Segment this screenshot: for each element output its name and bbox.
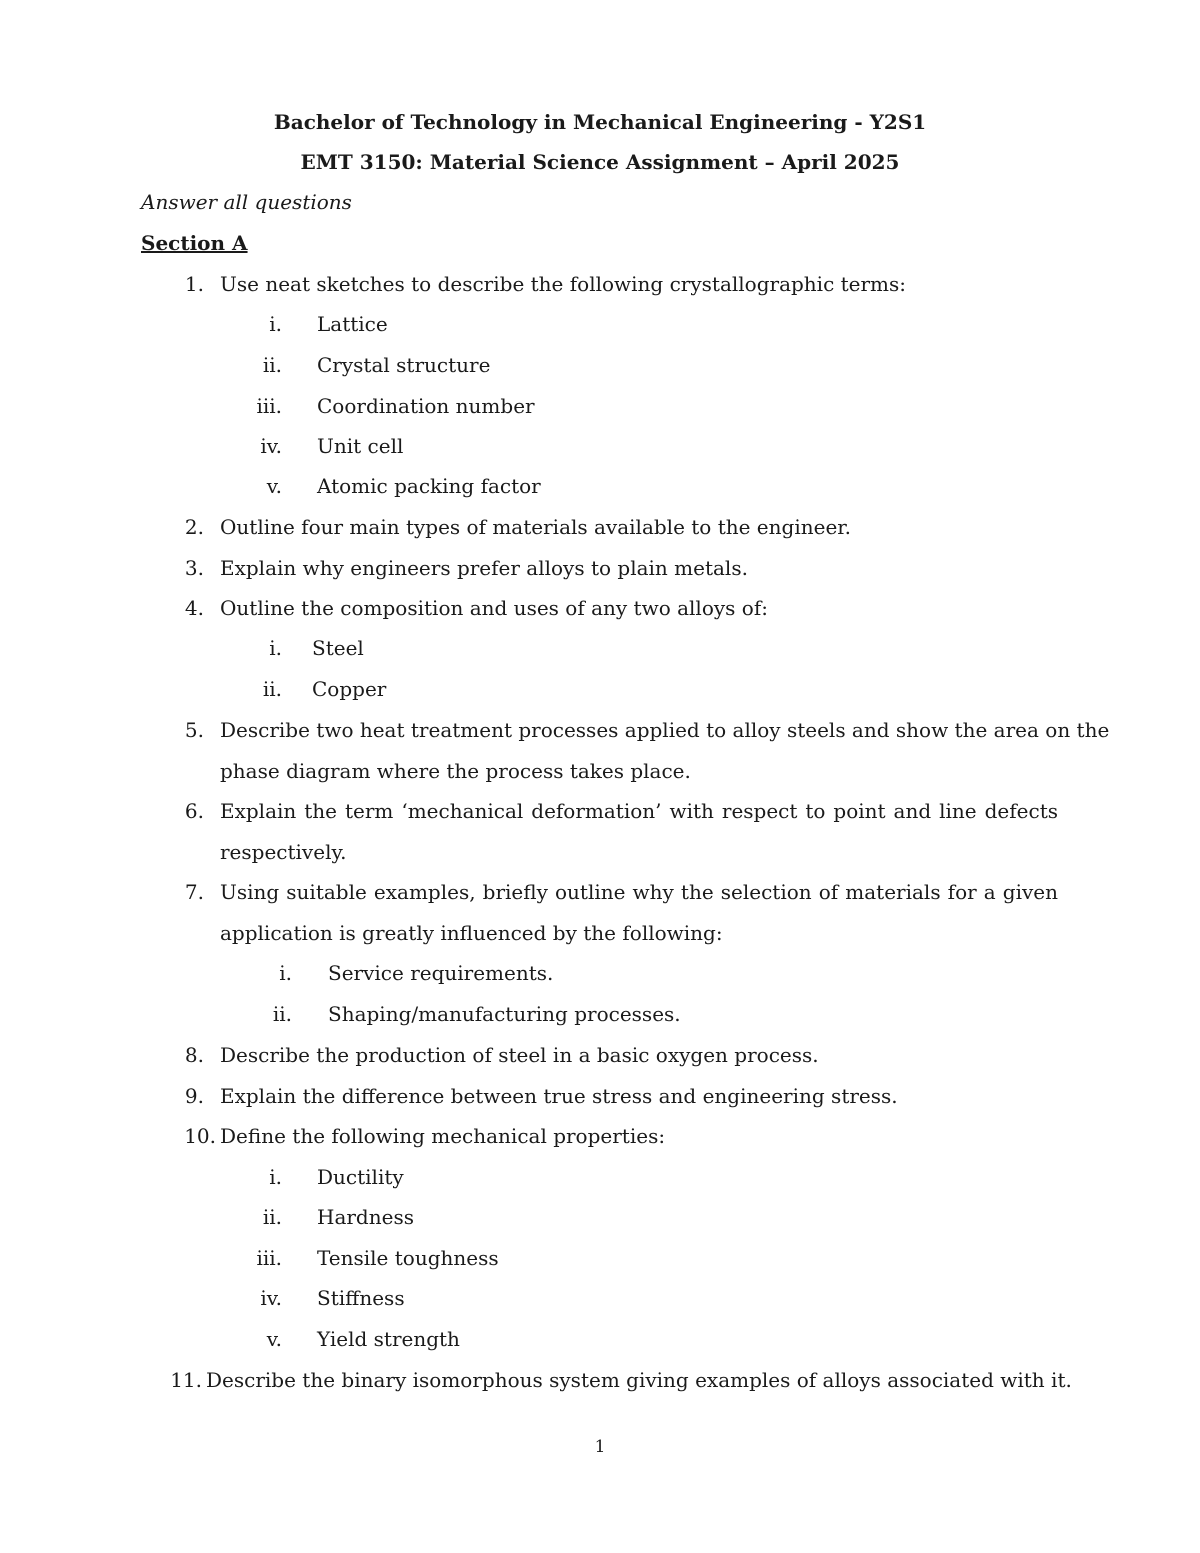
section-heading: Section A <box>141 231 248 255</box>
instruction-text: Answer all questions <box>141 190 352 214</box>
question-text: Using suitable examples, briefly outline why the selection of materials for a given <box>220 880 1058 904</box>
question-number: 3. <box>184 556 204 580</box>
question-text: Explain the difference between true stress and engineering stress. <box>220 1084 898 1108</box>
subitem-text: Ductility <box>317 1165 404 1189</box>
subitem-number: ii. <box>272 1002 292 1026</box>
subitem-number: iii. <box>256 394 282 418</box>
subitem-text: Lattice <box>317 312 388 336</box>
question-number: 8. <box>184 1043 204 1067</box>
question-number: 6. <box>184 799 204 823</box>
question-text: Describe the production of steel in a basic oxygen process. <box>220 1043 819 1067</box>
subitem-text: Shaping/manufacturing processes. <box>328 1002 681 1026</box>
subitem-number: iv. <box>260 1286 282 1310</box>
question-number: 1. <box>184 272 204 296</box>
question-number: 7. <box>184 880 204 904</box>
question-text-continued: phase diagram where the process takes place. <box>220 759 691 783</box>
question-number: 9. <box>184 1084 204 1108</box>
question-text: Describe two heat treatment processes applied to alloy steels and show the area on the <box>220 718 1110 742</box>
question-text: Explain the term ‘mechanical deformation’ with respect to point and line defects <box>220 799 1058 823</box>
question-text-continued: application is greatly influenced by the following: <box>220 921 723 945</box>
page-number: 1 <box>594 1437 606 1457</box>
question-text: Explain why engineers prefer alloys to plain metals. <box>220 556 748 580</box>
question-text: Use neat sketches to describe the following crystallographic terms: <box>220 272 907 296</box>
subitem-text: Service requirements. <box>328 961 554 985</box>
subitem-text: Coordination number <box>317 394 535 418</box>
subitem-number: i. <box>269 1165 282 1189</box>
question-text: Outline the composition and uses of any two alloys of: <box>220 596 768 620</box>
subitem-number: ii. <box>262 353 282 377</box>
question-text-continued: respectively. <box>220 840 347 864</box>
question-number: 5. <box>184 718 204 742</box>
subitem-number: i. <box>269 312 282 336</box>
subitem-number: ii. <box>262 677 282 701</box>
subitem-text: Stiffness <box>317 1286 405 1310</box>
subitem-text: Steel <box>312 636 364 660</box>
subitem-number: ii. <box>262 1205 282 1229</box>
subitem-text: Yield strength <box>317 1327 460 1351</box>
question-text: Describe the binary isomorphous system giving examples of alloys associated with it. <box>206 1368 1072 1392</box>
subitem-number: i. <box>269 636 282 660</box>
subitem-text: Unit cell <box>317 434 404 458</box>
question-number: 4. <box>184 596 204 620</box>
subitem-text: Copper <box>312 677 387 701</box>
subitem-text: Tensile toughness <box>317 1246 499 1270</box>
subitem-text: Crystal structure <box>317 353 491 377</box>
subitem-text: Hardness <box>317 1205 414 1229</box>
question-number: 10. <box>184 1124 216 1148</box>
subitem-number: i. <box>279 961 292 985</box>
subitem-number: iv. <box>260 434 282 458</box>
question-text: Outline four main types of materials available to the engineer. <box>220 515 851 539</box>
question-number: 2. <box>184 515 204 539</box>
subitem-number: v. <box>266 1327 282 1351</box>
question-number: 11. <box>170 1368 202 1392</box>
subitem-text: Atomic packing factor <box>317 474 541 498</box>
subitem-number: v. <box>266 474 282 498</box>
program-title: Bachelor of Technology in Mechanical Engineering - Y2S1 <box>273 110 927 134</box>
question-text: Define the following mechanical properties: <box>220 1124 666 1148</box>
assignment-title: EMT 3150: Material Science Assignment – April 2025 <box>300 150 900 174</box>
subitem-number: iii. <box>256 1246 282 1270</box>
